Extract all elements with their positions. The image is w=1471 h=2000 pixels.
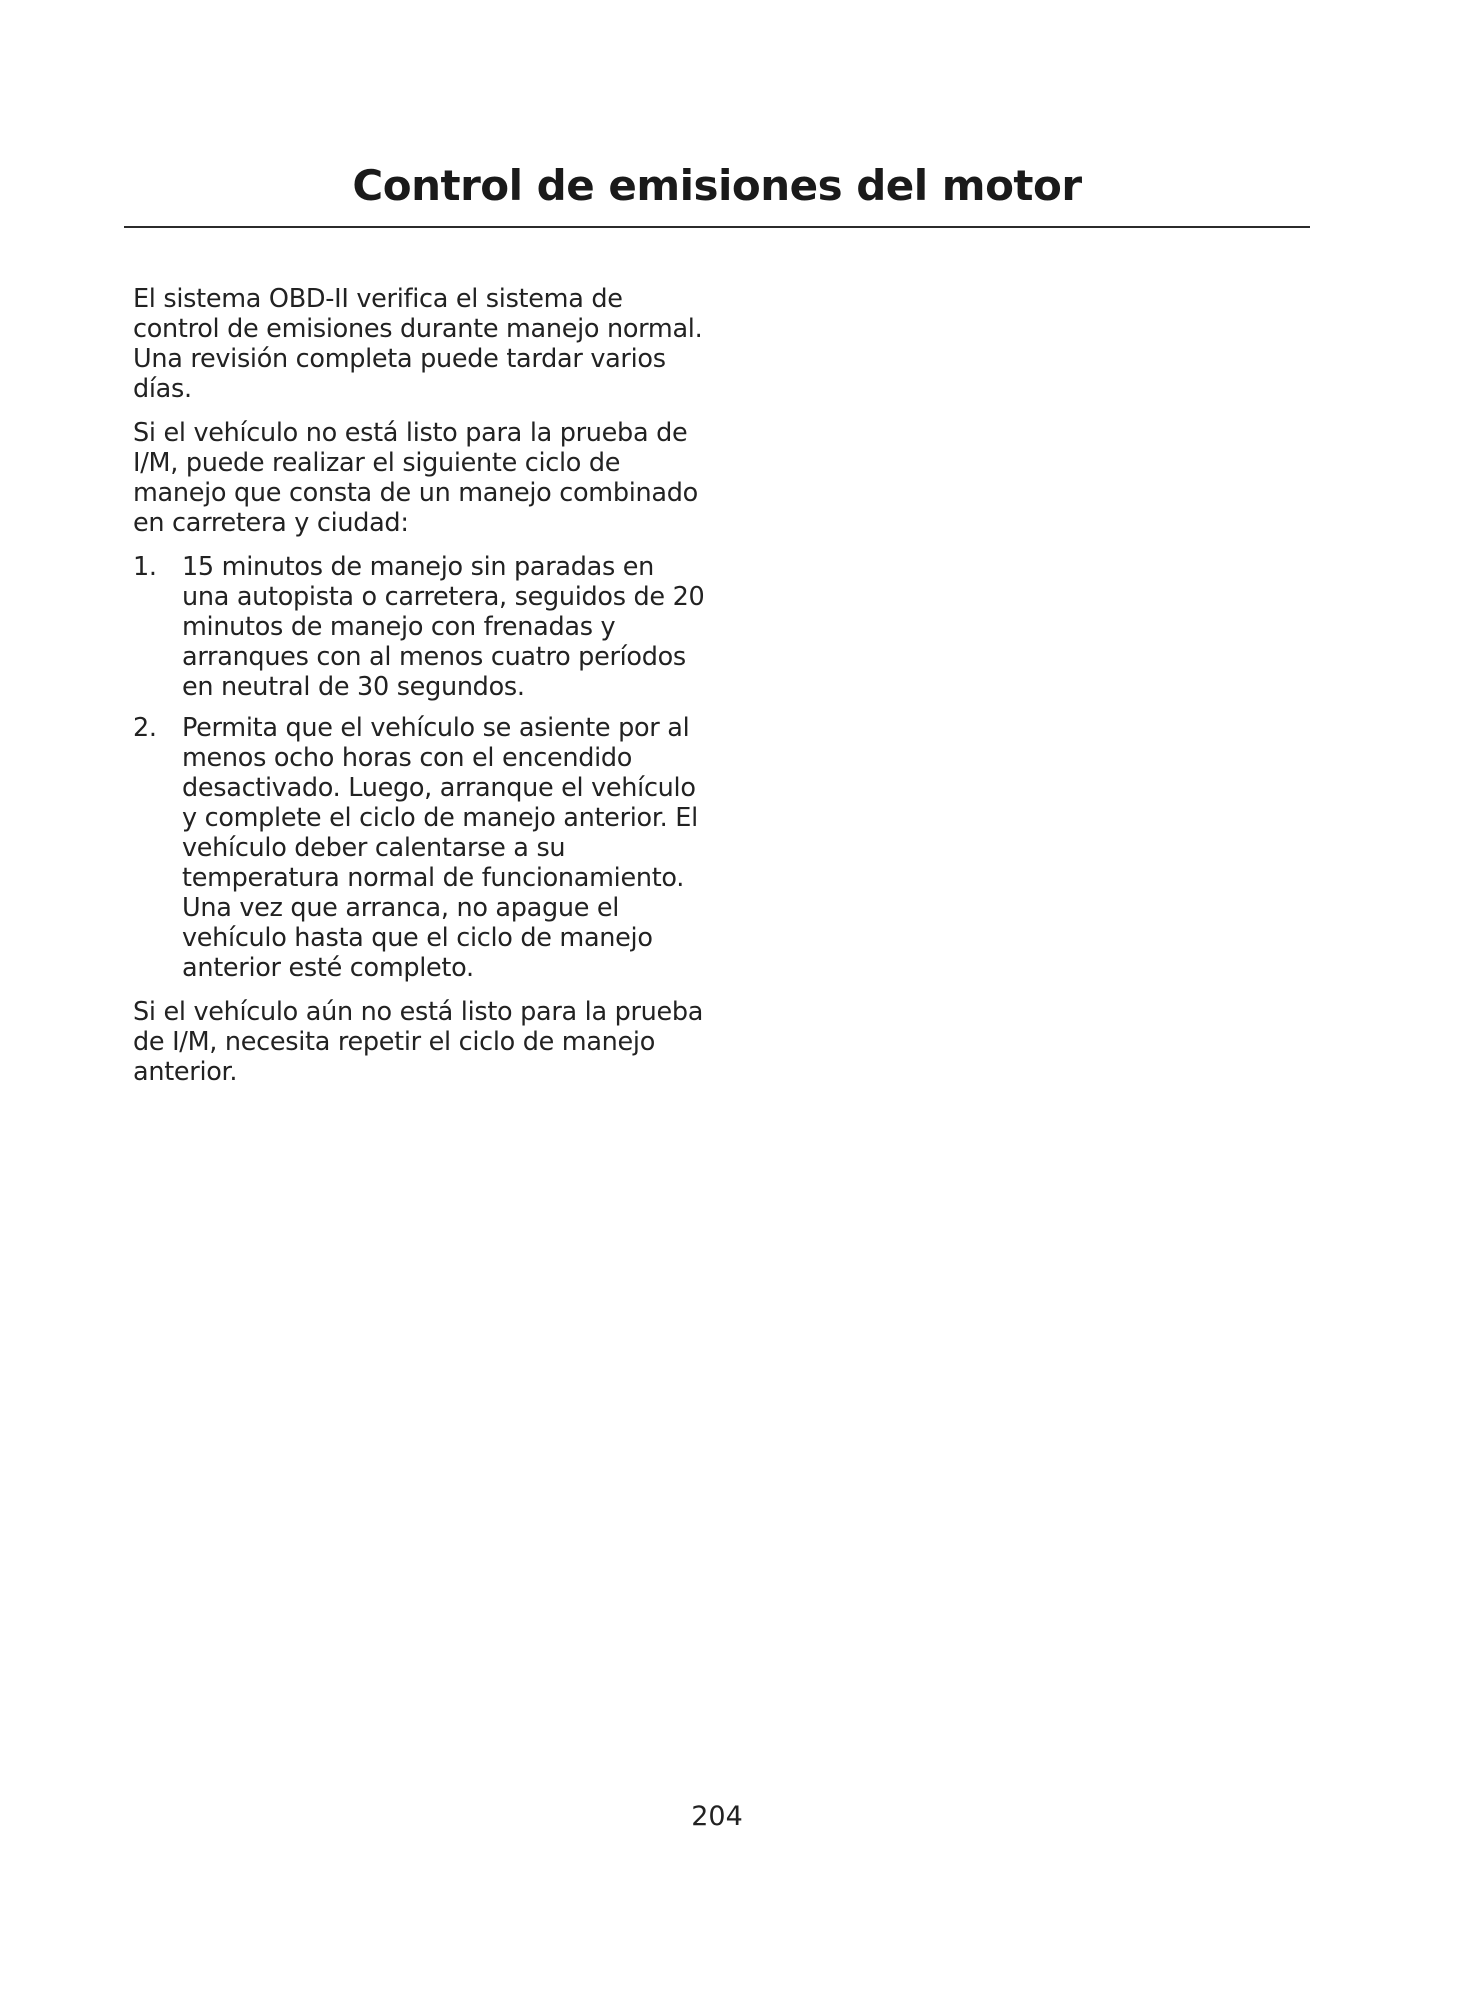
list-item bbox=[133, 713, 708, 983]
drive-cycle-paragraph: Si el vehículo no está listo para la prueba de I/M, puede realizar el siguiente ciclo de manejo que consta de un manejo combinado en carretera y ciudad: bbox=[133, 418, 698, 538]
title-divider bbox=[124, 226, 1310, 228]
page-number: 204 bbox=[691, 1801, 743, 1832]
page-title: Control de emisiones del motor bbox=[352, 161, 1082, 210]
list-item bbox=[133, 552, 708, 702]
step-number: 2. bbox=[133, 713, 157, 743]
step-text: Permita que el vehículo se asiente por al menos ocho horas con el encendido desactivado. Luego, arranque el vehículo y complete el ciclo de manejo anterior. El vehículo deber calentarse a su temperatura normal de funcionamiento. Una vez que arranca, no apague el vehículo hasta que el ciclo de manejo anterior esté completo. bbox=[182, 713, 698, 983]
intro-paragraph: El sistema OBD-II verifica el sistema de control de emisiones durante manejo normal. Una revisión completa puede tardar varios días. bbox=[133, 284, 703, 404]
closing-paragraph: Si el vehículo aún no está listo para la prueba de I/M, necesita repetir el ciclo de manejo anterior. bbox=[133, 997, 704, 1087]
drive-cycle-steps bbox=[133, 552, 708, 983]
step-text: 15 minutos de manejo sin paradas en una autopista o carretera, seguidos de 20 minutos de manejo con frenadas y arranques con al menos cuatro períodos en neutral de 30 segundos. bbox=[182, 552, 705, 702]
body-column bbox=[133, 284, 708, 1101]
step-number: 1. bbox=[133, 552, 157, 582]
